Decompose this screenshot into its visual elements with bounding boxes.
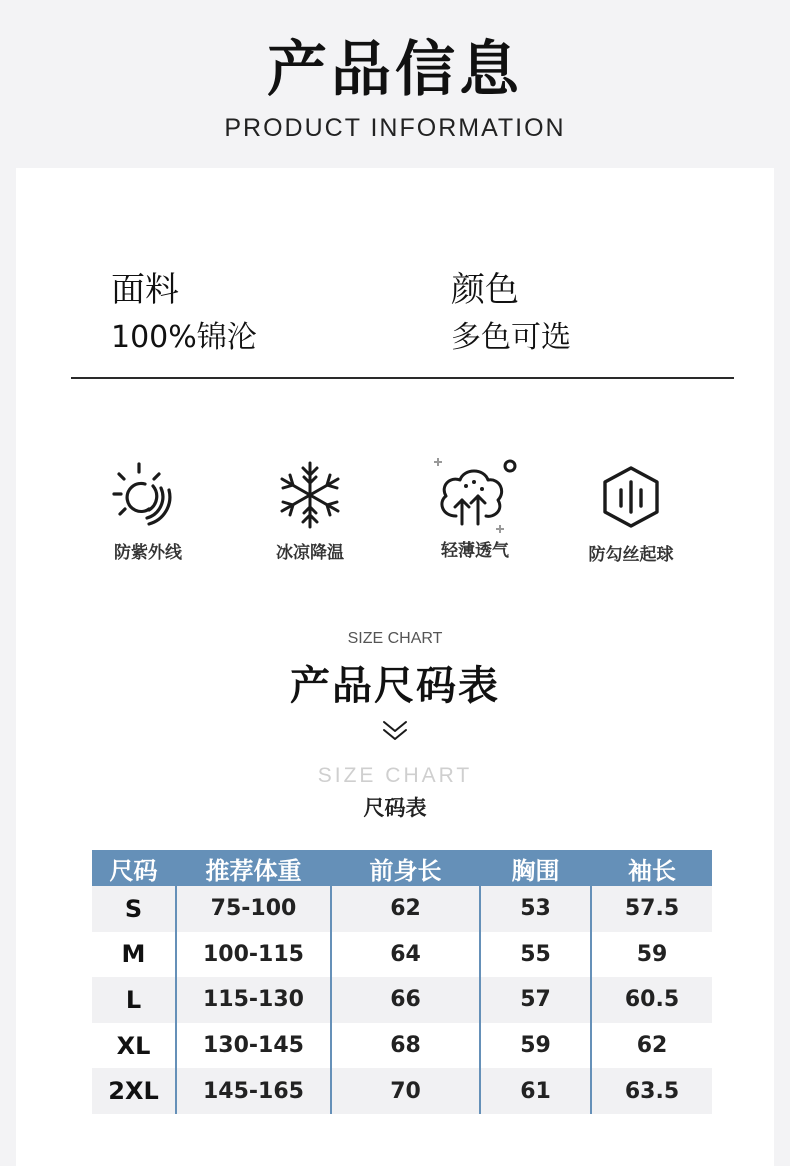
feature-cooling [235, 460, 385, 563]
size-table-header-row [92, 850, 712, 886]
cell-sleeve: 59 [591, 932, 712, 978]
cell-size: 2XL [92, 1068, 176, 1114]
cell-length: 68 [331, 1023, 480, 1069]
table-row [92, 886, 712, 932]
cell-chest: 53 [480, 886, 591, 932]
cell-length: 64 [331, 932, 480, 978]
cell-chest: 57 [480, 977, 591, 1023]
table-row [92, 977, 712, 1023]
cell-weight: 115-130 [176, 977, 331, 1023]
header-length: 前身长 [331, 850, 480, 886]
fabric-label: 面料 [111, 270, 179, 310]
cell-sleeve: 57.5 [591, 886, 712, 932]
feature-uv [73, 460, 223, 563]
size-table [92, 850, 712, 1114]
cell-length: 70 [331, 1068, 480, 1114]
size-chart-title: 产品尺码表 [290, 663, 500, 709]
feature-cooling-label: 冰凉降温 [276, 543, 344, 563]
header-sleeve: 袖长 [591, 850, 712, 886]
cell-weight: 100-115 [176, 932, 331, 978]
header-weight: 推荐体重 [176, 850, 331, 886]
header-size: 尺码 [92, 850, 176, 886]
cell-size: XL [92, 1023, 176, 1069]
table-row [92, 1023, 712, 1069]
cell-size: S [92, 886, 176, 932]
cell-chest: 61 [480, 1068, 591, 1114]
cell-chest: 55 [480, 932, 591, 978]
cell-length: 66 [331, 977, 480, 1023]
feature-breathable-label: 轻薄透气 [441, 541, 509, 561]
color-label: 颜色 [451, 270, 519, 310]
header-chest: 胸围 [480, 850, 591, 886]
table-row [92, 932, 712, 978]
cell-size: M [92, 932, 176, 978]
feature-uv-label: 防紫外线 [114, 543, 182, 563]
size-chart-cn: 尺码表 [363, 796, 427, 820]
chevron-down-icon [381, 718, 409, 748]
anti-pilling-hexagon-icon [599, 464, 663, 530]
cell-chest: 59 [480, 1023, 591, 1069]
cell-weight: 130-145 [176, 1023, 331, 1069]
page-subtitle: PRODUCT INFORMATION [224, 114, 566, 142]
cell-sleeve: 63.5 [591, 1068, 712, 1114]
color-value: 多色可选 [451, 320, 571, 355]
size-chart-faded-en: SIZE CHART [317, 764, 473, 787]
cell-sleeve: 60.5 [591, 977, 712, 1023]
sun-uv-icon [109, 460, 187, 530]
table-row [92, 1068, 712, 1114]
cell-size: L [92, 977, 176, 1023]
feature-anti-pilling [556, 464, 706, 565]
feature-breathable [400, 456, 550, 561]
cell-length: 62 [331, 886, 480, 932]
feature-anti-pilling-label: 防勾丝起球 [588, 545, 674, 565]
cell-sleeve: 62 [591, 1023, 712, 1069]
size-chart-small-en: SIZE CHART [347, 630, 443, 647]
cell-weight: 145-165 [176, 1068, 331, 1114]
snowflake-icon [275, 460, 345, 530]
fabric-value: 100%锦沦 [111, 320, 257, 355]
cell-weight: 75-100 [176, 886, 331, 932]
page-title: 产品信息 [267, 35, 523, 105]
divider [71, 377, 734, 379]
breathable-tree-icon [430, 456, 520, 536]
